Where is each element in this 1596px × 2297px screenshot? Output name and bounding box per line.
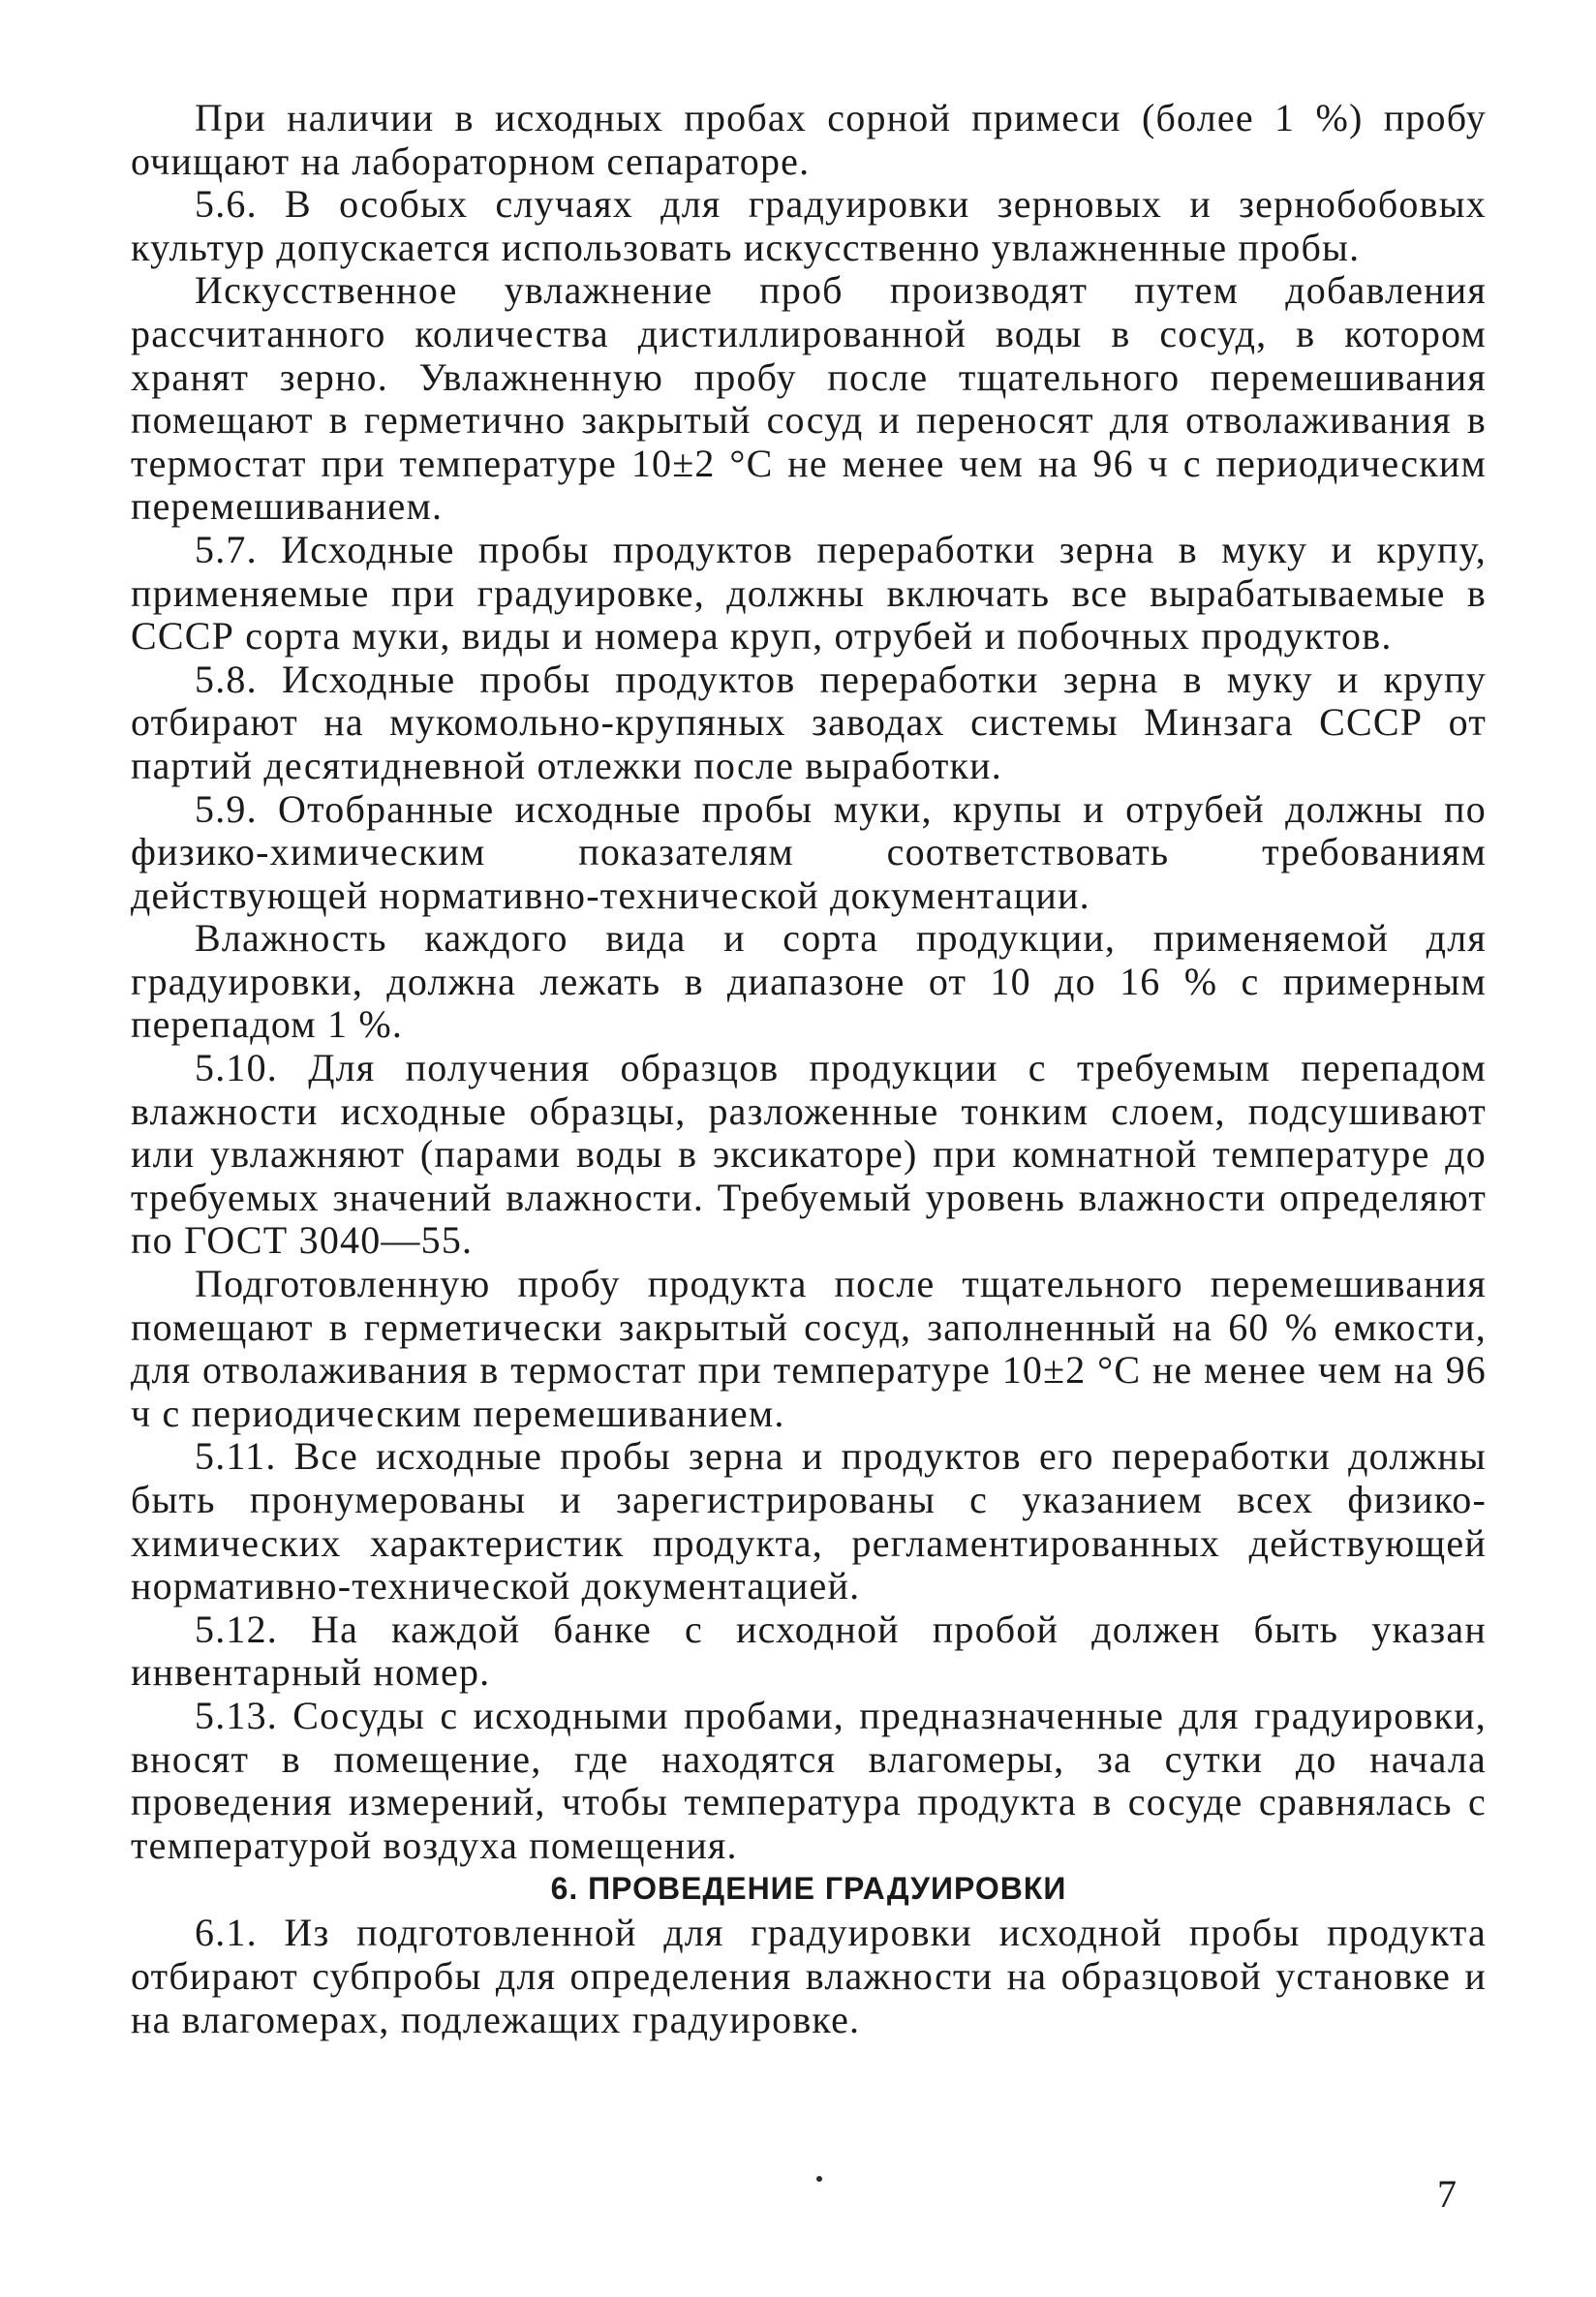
paragraph-5-11: 5.11. Все исходные пробы зерна и продуктов его переработки должны быть пронумерованы и зарегистрированы с указанием всех физико-химических характеристик продукта, регламентированных действующей нормативно-технической документацией. — [131, 1434, 1487, 1608]
paragraph-prepared-sample: Подготовленную пробу продукта после тщательного перемешивания помещают в герметически закрытый сосуд, заполненный на 60 % емкости, для отволаживания в термостат при температуре 10±2 °С не менее чем на 96 ч с периодическим перемешиванием. — [131, 1262, 1487, 1435]
page-number: 7 — [1437, 2172, 1457, 2216]
text-block — [131, 97, 1487, 2041]
section-heading: 6. ПРОВЕДЕНИЕ ГРАДУИРОВКИ — [550, 1871, 1067, 1907]
paragraph-impurities: При наличии в исходных пробах сорной примеси (более 1 %) пробу очищают на лабораторном сепараторе. — [131, 96, 1487, 183]
paragraph-5-13: 5.13. Сосуды с исходными пробами, предназначенные для градуировки, вносят в помещение, где находятся влагомеры, за сутки до начала проведения измерений, чтобы температура продукта в сосуде сравнялась с температурой воздуха помещения. — [131, 1693, 1487, 1867]
paragraph-5-8: 5.8. Исходные пробы продуктов переработки зерна в муку и крупу отбирают на мукомольно-крупяных заводах системы Минзага СССР от партий десятидневной отлежки после выработки. — [131, 657, 1487, 787]
paragraph-artificial-moistening: Искусственное увлажнение проб производят путем добавления рассчитанного количества дистиллированной воды в сосуд, в котором хранят зерно. Увлажненную пробу после тщательного перемешивания помещают в герметично закрытый сосуд и переносят для отволаживания в термостат при температуре 10±2 °С не менее чем на 96 ч с периодическим перемешиванием. — [131, 268, 1487, 529]
paragraph-moisture-range: Влажность каждого вида и сорта продукции, применяемой для градуировки, должна лежать в диапазоне от 10 до 16 % с примерным перепадом 1 %. — [131, 916, 1487, 1047]
paragraph-5-9: 5.9. Отобранные исходные пробы муки, крупы и отрубей должны по физико-химическим показателям соответствовать требованиям действующей нормативно-технической документации. — [131, 786, 1487, 917]
paragraph-6-1: 6.1. Из подготовленной для градуировки исходной пробы продукта отбирают субпробы для определения влажности на образцовой установке и на влагомерах, подлежащих градуировке. — [131, 1911, 1487, 2041]
paragraph-5-7: 5.7. Исходные пробы продуктов переработки зерна в муку и крупу, применяемые при градуировке, должны включать все вырабатываемые в СССР сорта муки, виды и номера круп, отрубей и побочных продуктов. — [131, 527, 1487, 658]
print-speck — [816, 2176, 822, 2182]
paragraph-5-12: 5.12. На каждой банке с исходной пробой должен быть указан инвентарный номер. — [131, 1607, 1487, 1695]
paragraph-5-10: 5.10. Для получения образцов продукции с требуемым перепадом влажности исходные образцы, разложенные тонким слоем, подсушивают или увлажняют (парами воды в эксикаторе) при комнатной температуре до требуемых значений влажности. Требуемый уровень влажности определяют по ГОСТ 3040—55. — [131, 1046, 1487, 1263]
paragraph-5-6: 5.6. В особых случаях для градуировки зерновых и зернобобовых культур допускается использовать искусственно увлажненные пробы. — [131, 182, 1487, 269]
